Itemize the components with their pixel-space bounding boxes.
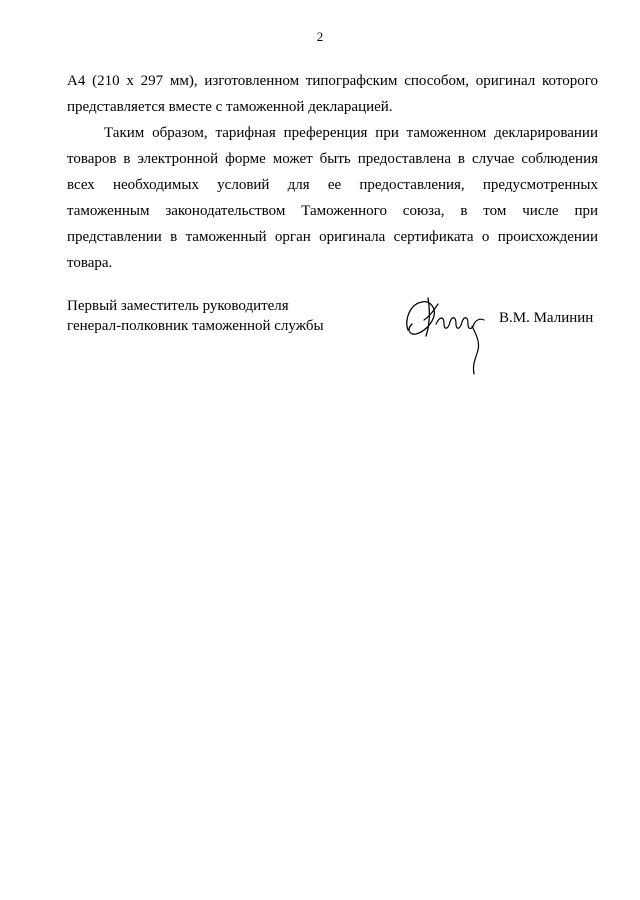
paragraph-2-line-1: Таким образом, тарифная преференция при таможенном декларировании xyxy=(104,125,598,141)
paragraph-2-line-5: представлении в таможенный орган оригинала сертификата о происхождении xyxy=(67,229,598,245)
paragraph-1-line-2: представляется вместе с таможенной декларацией. xyxy=(67,99,393,115)
paragraph-2-line-6: товара. xyxy=(67,255,113,271)
page-number: 2 xyxy=(316,29,324,44)
paragraph-1-line-1: А4 (210 х 297 мм), изготовленном типографским способом, оригинал которого xyxy=(67,73,598,89)
signatory-position-line-1: Первый заместитель руководителя xyxy=(67,298,289,314)
paragraph-2-line-2: товаров в электронной форме может быть предоставлена в случае соблюдения xyxy=(67,151,598,167)
signatory-position-line-2: генерал-полковник таможенной службы xyxy=(67,318,324,334)
paragraph-2-line-4: таможенным законодательством Таможенного союза, в том числе при xyxy=(67,203,598,219)
signatory-position xyxy=(67,296,324,336)
paragraph-1 xyxy=(67,68,598,120)
signatory-name: В.М. Малинин xyxy=(499,310,594,326)
paragraph-2 xyxy=(67,120,598,276)
signature-icon xyxy=(400,290,492,380)
paragraph-2-line-3: всех необходимых условий для ее предоставления, предусмотренных xyxy=(67,177,598,193)
